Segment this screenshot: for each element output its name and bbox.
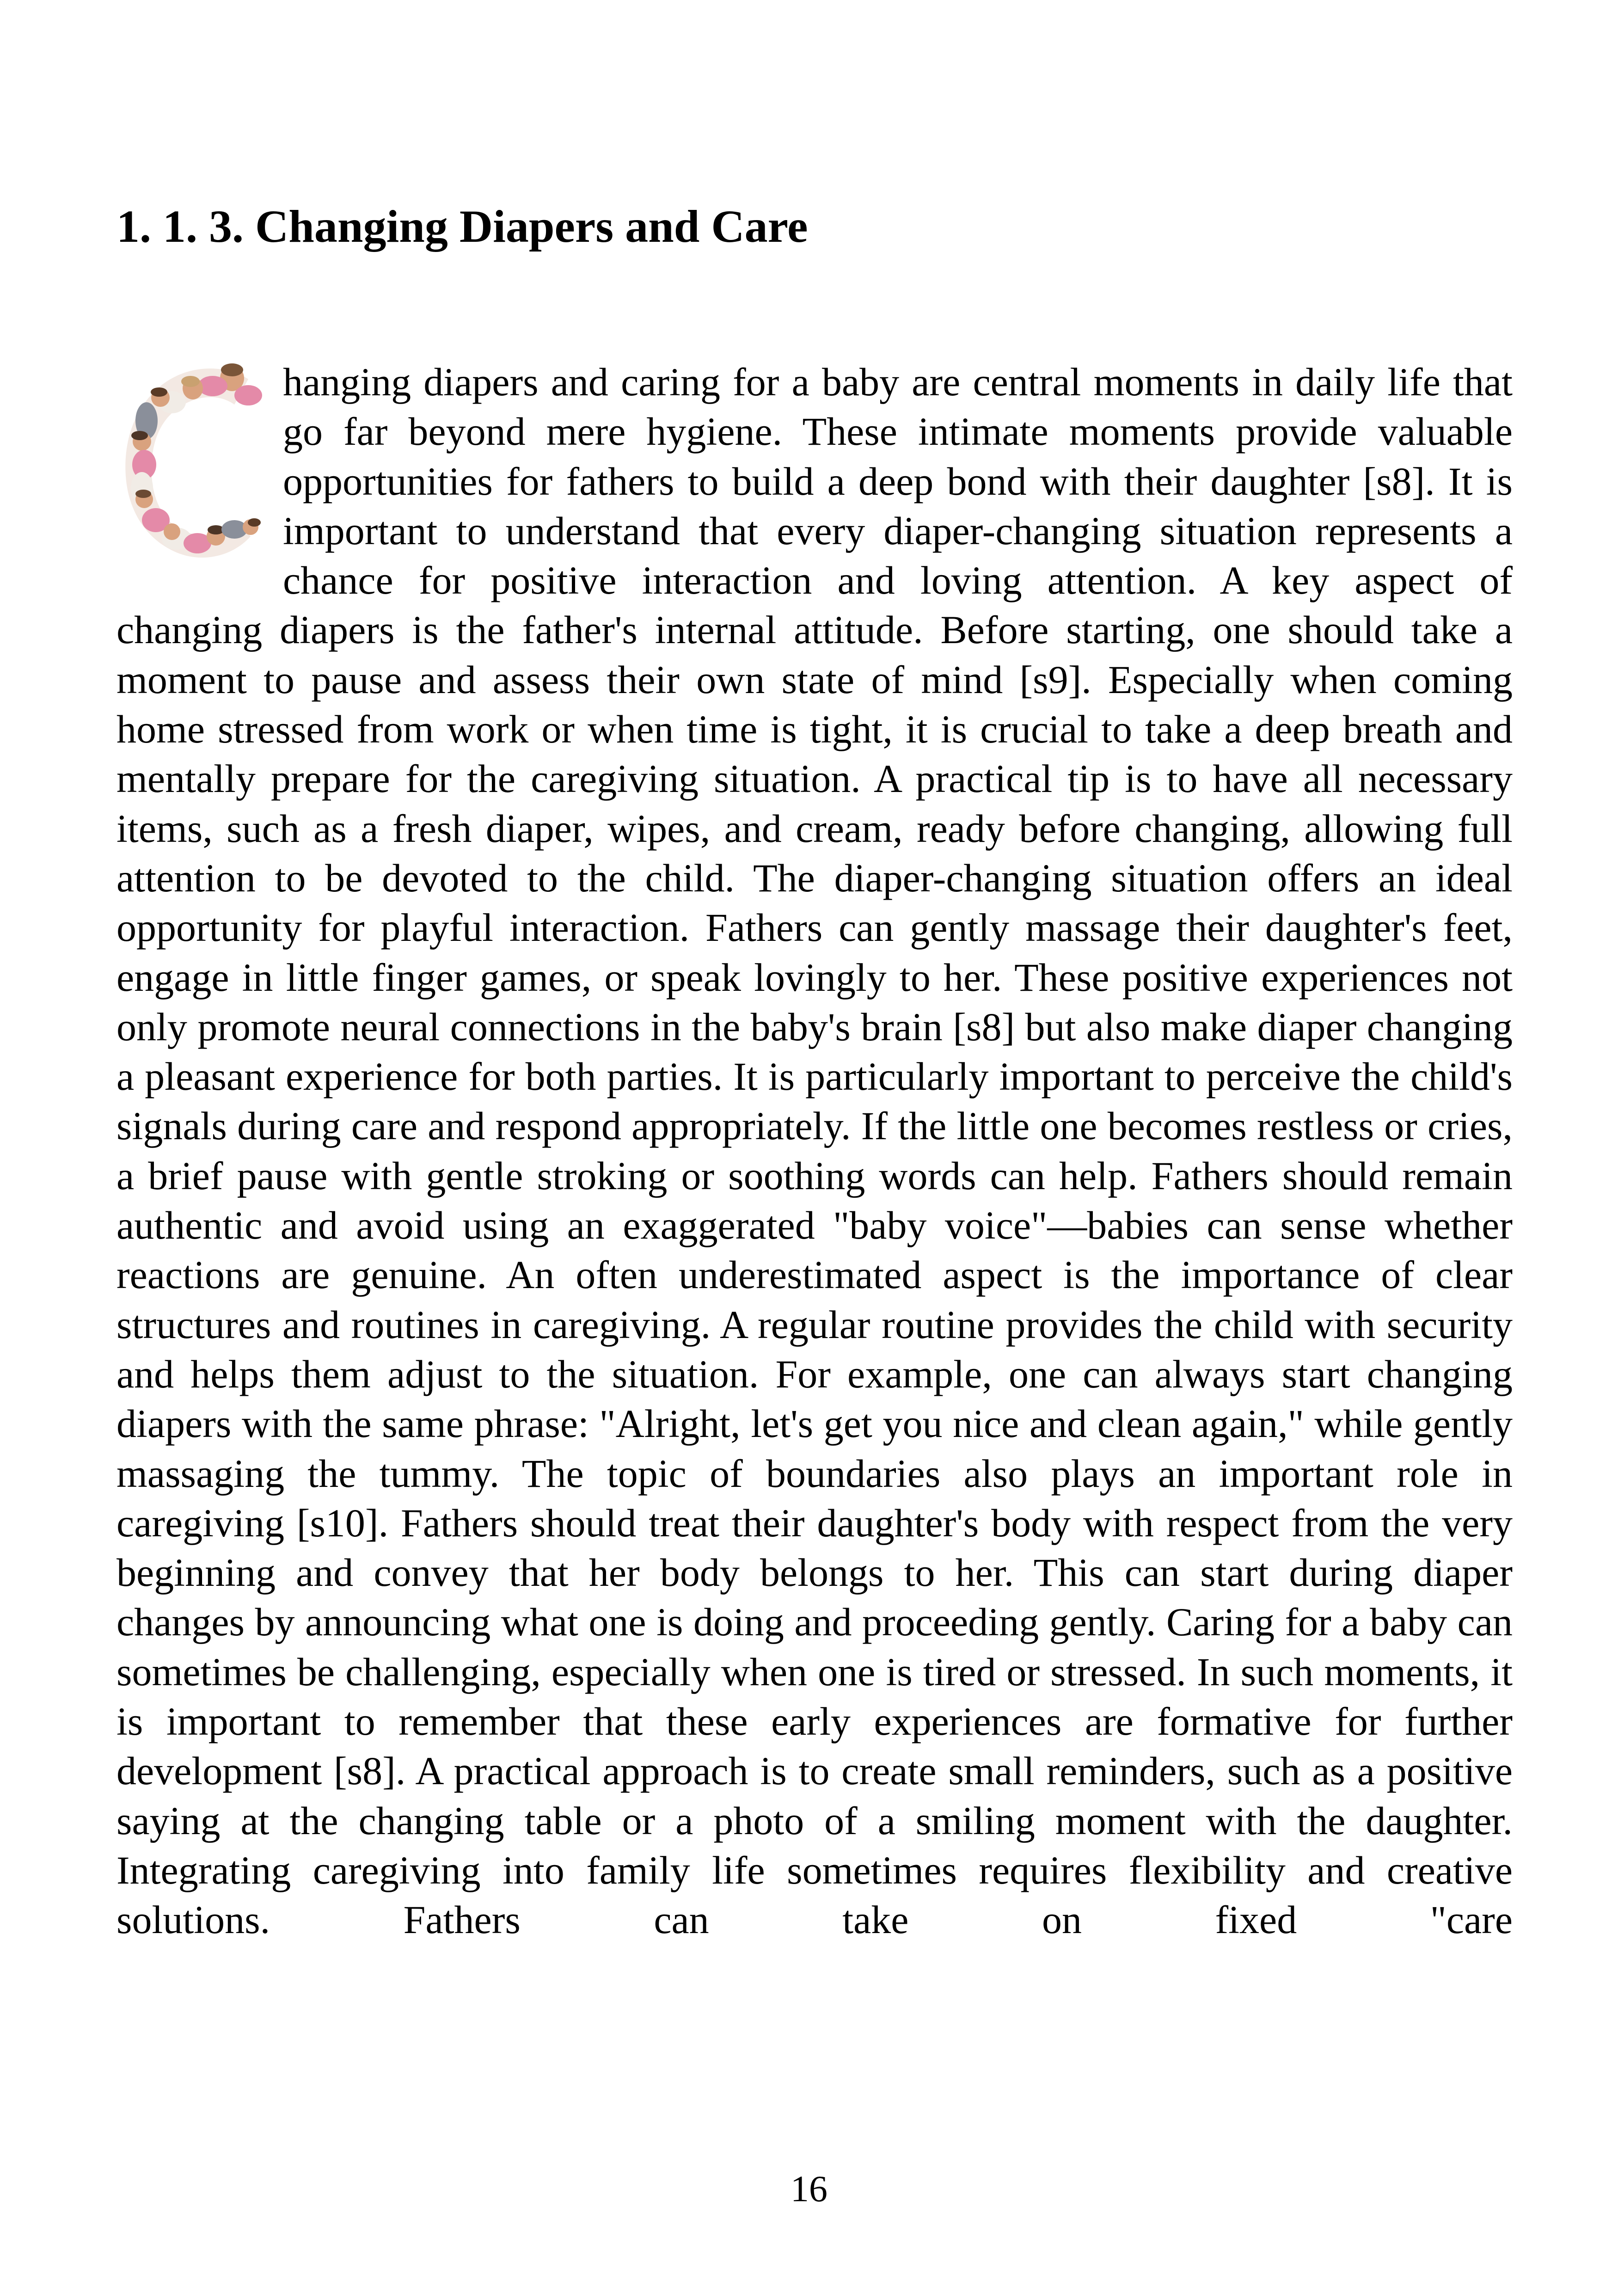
page-number: 16 [791,2169,827,2210]
body-text: hanging diapers and caring for a baby are central moments in daily life that go far beyond mere hygiene. These intimate moments provide valuable opportunities for fathers to build a deep bond with their daughter [s8]. It is important to understand that every diaper-changing situation represents a chance for positive interaction and loving attention. A key aspect of changing diapers is the father's internal attitude. Before starting, one should take a moment to pause and assess their own state of mind [s9]. Especially when coming home stressed from work or when time is tight, it is crucial to take a deep breath and mentally prepare for the caregiving situation. A practical tip is to have all necessary items, such as a fresh diaper, wipes, and cream, ready before changing, allowing full attention to be devoted to the child. The diaper-changing situation offers an ideal opportunity for playful interaction. Fathers can gently massage their daughter's feet, engage in little finger games, or speak lovingly to her. These positive experiences not only promote neural connections in the baby's brain [s8] but also make diaper changing a pleasant experience for both parties. It is particularly important to perceive the child's signals during care and respond appropriately. If the little one becomes restless or cries, a brief pause with gentle stroking or soothing words can help. Fathers should remain authentic and avoid using an exaggerated "baby voice"—babies can sense whether reactions are genuine. An often underestimated aspect is the importance of clear structures and routines in caregiving. A regular routine provides the child with security and helps them adjust to the situation. For example, one can always start changing diapers with the same phrase: "Alright, let's get you nice and clean again," while gently massaging the tummy. The topic of boundaries also plays an important role in caregiving [s10]. Fathers should treat their daughter's body with respect from the very beginning and convey that her body belongs to her. This can start during diaper changes by announcing what one is doing and proceeding gently. Caring for a baby can sometimes be challenging, especially when one is tired or stressed. In such moments, it is important to remember that these early experiences are formative for further development [s8]. A practical approach is to create small reminders, such as a positive saying at the changing table or a photo of a smiling moment with the daughter. Integrating caregiving into family life sometimes requires flexibility and creative solutions. Fathers can take on fixed "care [116,360,1513,1942]
section-heading: 1. 1. 3. Changing Diapers and Care [116,201,808,252]
body-paragraph [116,357,1513,1945]
dropcap-photo-collage-icon [116,361,269,559]
